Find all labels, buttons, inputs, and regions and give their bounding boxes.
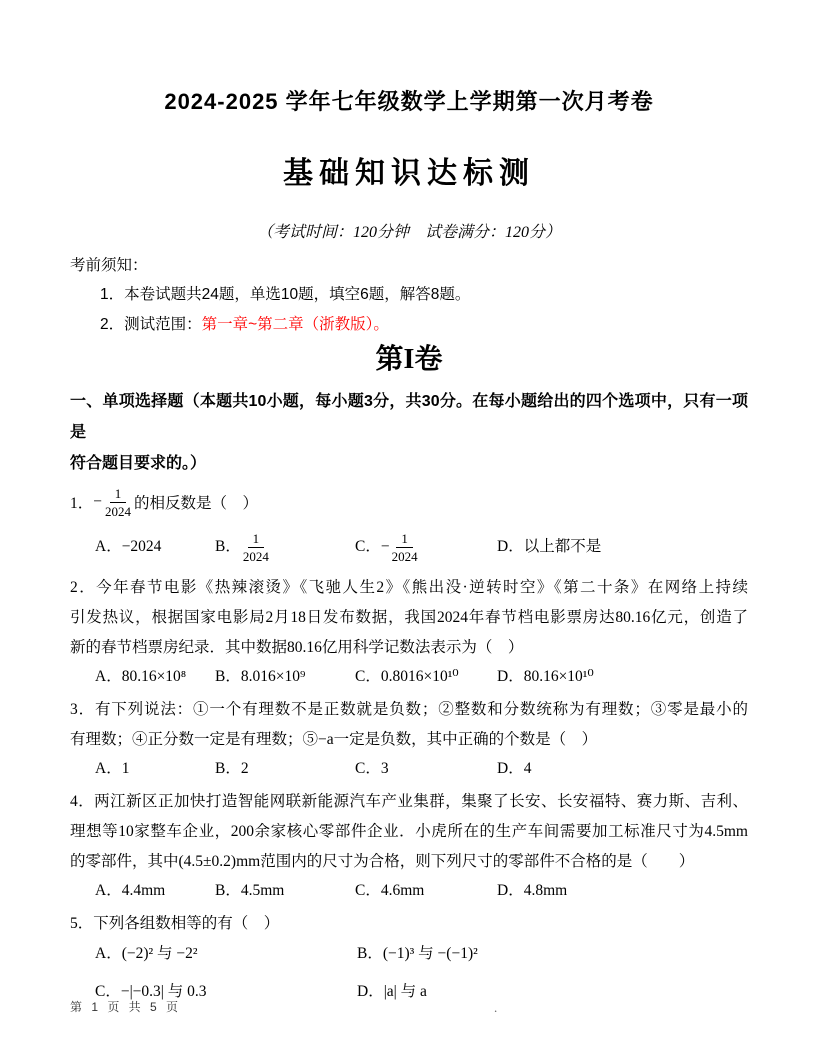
question-2-option-d: D．80.16×10¹⁰ <box>497 668 594 685</box>
stray-dot: . <box>494 1000 498 1015</box>
question-1-option-d: D．以上都不是 <box>497 538 602 555</box>
question-5-stem <box>70 909 748 939</box>
question-4-stem <box>70 787 748 877</box>
page-number: 第 1 页 共 5 页 <box>70 1000 182 1014</box>
question-3-stem-line2: 有理数；④正分数一定是有理数；⑤−a一定是负数，其中正确的个数是（ ） <box>70 731 598 748</box>
question-5 <box>70 909 748 1007</box>
question-1-number: 1． <box>70 495 94 512</box>
question-5-stem-line1: 5．下列各组数相等的有（ ） <box>70 915 280 932</box>
section1-heading-line1: 一、单项选择题（本题共10小题，每小题3分，共30分。在每小题给出的四个选项中，只有一项是 <box>70 393 748 441</box>
question-5-option-d: D．|a| 与 a <box>357 983 427 1000</box>
question-3-option-c: C．3 <box>355 760 389 777</box>
question-2-option-b: B．8.016×10⁹ <box>215 668 306 685</box>
question-4-stem-line2: 理想等10家整车企业，200余家核心零部件企业．小虎所在的生产车间需要加工标准尺寸为4.5mm <box>70 823 748 840</box>
question-5-options <box>95 939 748 1007</box>
exam-info: （考试时间：120分钟 试卷满分：120分） <box>256 224 561 241</box>
question-2-option-c: C．0.8016×10¹⁰ <box>355 668 459 685</box>
question-2-stem-line2: 引发热议，根据国家电影局2月18日发布数据，我国2024年春节档电影票房达80.16亿元，创造了 <box>70 609 748 626</box>
question-4 <box>70 787 748 905</box>
question-4-stem-line3: 的零部件，其中(4.5±0.2)mm范围内的尺寸为合格，则下列尺寸的零部件不合格的是（ ） <box>70 853 695 870</box>
question-3-option-b: B．2 <box>215 760 249 777</box>
question-1-stem <box>70 479 748 525</box>
question-1-option-c <box>355 530 497 565</box>
question-3-option-d: D．4 <box>497 760 532 777</box>
question-2-stem-line1: 2．今年春节电影《热辣滚烫》《飞驰人生2》《熊出没·逆转时空》《第二十条》在网络上持续 <box>70 579 748 596</box>
notice-item-1: 1．本卷试题共24题，单选10题，填空6题，解答8题。 <box>100 286 471 303</box>
question-4-option-a: A．4.4mm <box>95 882 166 899</box>
question-1 <box>70 479 748 569</box>
fraction-numerator: 1 <box>110 485 127 503</box>
fraction-denominator: 2024 <box>242 548 269 564</box>
fraction-denominator: 2024 <box>105 503 132 519</box>
notice-item-2-prefix: 2．测试范围： <box>100 316 202 333</box>
notice-section <box>70 252 748 340</box>
question-1-option-a: A．−2024 <box>95 538 162 555</box>
fraction <box>392 530 418 565</box>
part1-title: 第I卷 <box>375 344 443 375</box>
section1-heading <box>70 386 748 479</box>
fraction-numerator: 1 <box>396 530 413 548</box>
minus-sign: − <box>93 493 103 510</box>
question-4-option-b: B．4.5mm <box>215 882 285 899</box>
question-3-stem-line1: 3．有下列说法：①一个有理数不是正数就是负数；②整数和分数统称为有理数；③零是最小的 <box>70 701 748 718</box>
fraction-denominator: 2024 <box>391 548 418 564</box>
fraction <box>243 530 269 565</box>
notice-heading: 考前须知： <box>70 257 148 274</box>
question-5-option-b: B．(−1)³ 与 −(−1)² <box>357 945 478 962</box>
question-5-option-c: C．−|−0.3| 与 0.3 <box>95 983 207 1000</box>
page-footer <box>70 998 181 1015</box>
question-4-stem-line1: 4．两江新区正加快打造智能网联新能源汽车产业集群，集聚了长安、长安福特、赛力斯、吉利、 <box>70 793 748 810</box>
question-2-stem <box>70 573 748 663</box>
paper-title: 基础知识达标测 <box>283 157 535 190</box>
question-2-stem-line3: 新的春节档票房纪录．其中数据80.16亿用科学记数法表示为（ ） <box>70 639 524 656</box>
option-b-label: B． <box>215 537 241 555</box>
question-4-option-c: C．4.6mm <box>355 882 425 899</box>
question-3-options <box>95 755 748 783</box>
question-2-option-a: A．80.16×10⁸ <box>95 668 187 685</box>
course-title: 2024-2025 学年七年级数学上学期第一次月考卷 <box>164 89 654 114</box>
question-3-stem <box>70 695 748 755</box>
fraction <box>105 485 131 520</box>
section1-heading-line2: 符合题目要求的。） <box>70 455 207 472</box>
notice-scope-highlight: 第一章~第二章（浙教版）。 <box>201 316 389 333</box>
notice-item-2 <box>100 310 748 340</box>
question-3 <box>70 695 748 783</box>
question-1-stem-text: 的相反数是（ ） <box>134 495 259 512</box>
option-c-label: C．− <box>355 537 390 555</box>
question-1-options <box>95 525 748 569</box>
question-3-option-a: A．1 <box>95 760 130 777</box>
question-4-options <box>95 877 748 905</box>
question-5-option-a: A．(−2)² 与 −2² <box>95 945 198 962</box>
fraction-numerator: 1 <box>248 530 265 548</box>
question-2 <box>70 573 748 691</box>
question-4-option-d: D．4.8mm <box>497 882 568 899</box>
question-2-options <box>95 663 748 691</box>
question-1-option-b <box>215 530 355 565</box>
